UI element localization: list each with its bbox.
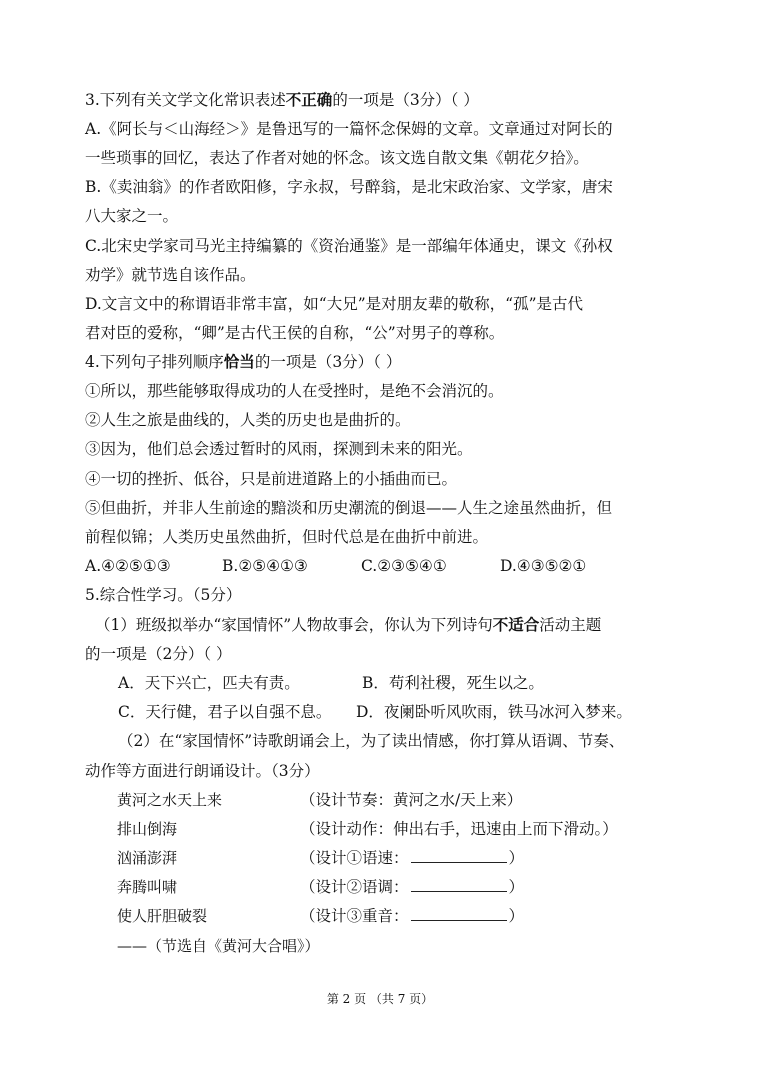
q3-option-d-line2: 君对臣的爱称，“卿”是古代王侯的自称，“公”对男子的尊称。 <box>85 324 505 342</box>
answer-blank[interactable] <box>411 848 507 863</box>
q5-part2-line2: 动作等方面进行朗诵设计。（3分） <box>85 762 320 780</box>
q4-sentence-3: ③因为，他们总会透过暂时的风雨，探测到未来的阳光。 <box>85 440 473 458</box>
page-footer: 第 2 页 （共 7 页） <box>326 992 434 1006</box>
q4-sentence-5-line1: ⑤但曲折，并非人生前途的黯淡和历史潮流的倒退——人生之途虽然曲折，但 <box>85 499 613 517</box>
q3-stem-emphasis: 不正确 <box>285 90 333 109</box>
q4-stem-tail: 的一项是（3分）（ ） <box>254 353 402 371</box>
q5-part2-line1: （2）在“家国情怀”诗歌朗诵会上，为了读出情感，你打算从语调、节奏、 <box>118 732 625 750</box>
q3-option-c-line2: 劝学》就节选自该作品。 <box>85 266 256 284</box>
q3-option-c-line1: C.北宋史学家司马光主持编纂的《资治通鉴》是一部编年体通史，课文《孙权 <box>85 237 613 255</box>
poem-design-label: （设计②语调： <box>300 878 409 896</box>
poem-line: 汹涌澎湃 <box>117 849 178 867</box>
poem-line: 黄河之水天上来 <box>117 791 223 809</box>
q4-option-c: C.②③⑤④① <box>361 557 447 575</box>
q4-sentence-2: ②人生之旅是曲线的，人类的历史也是曲折的。 <box>85 411 411 429</box>
q4-sentence-1: ①所以，那些能够取得成功的人在受挫时，是绝不会消沉的。 <box>85 382 504 400</box>
q4-sentence-5-line2: 前程似锦；人类历史虽然曲折，但时代总是在曲折中前进。 <box>85 528 489 546</box>
q4-option-d: D.④③⑤②① <box>500 557 587 575</box>
q3-option-b-line2: 八大家之一。 <box>85 207 179 225</box>
poem-line: 奔腾叫啸 <box>117 878 178 896</box>
q5-part1-tail: 活动主题 <box>539 616 602 634</box>
q5-part1-emphasis: 不适合 <box>492 615 540 634</box>
q4-stem-text: 4.下列句子排列顺序 <box>85 353 224 371</box>
q4-option-a: A.④②⑤①③ <box>85 557 171 575</box>
q5-option-d: D．夜阑卧听风吹雨，铁马冰河入梦来。 <box>356 703 632 721</box>
q5-title: 5.综合性学习。（5分） <box>85 586 242 604</box>
q4-stem-emphasis: 恰当 <box>223 352 255 371</box>
q3-option-b-line1: B.《卖油翁》的作者欧阳修，字永叔，号醉翁，是北宋政治家、文学家，唐宋 <box>85 178 613 196</box>
poem-design-note: （设计节奏：黄河之水/天上来） <box>300 791 523 809</box>
q4-option-b: B.②⑤④①③ <box>222 557 308 575</box>
answer-blank[interactable] <box>411 877 507 892</box>
poem-design-note: （设计动作：伸出右手，迅速由上而下滑动。） <box>300 820 618 838</box>
answer-blank[interactable] <box>411 906 507 921</box>
q3-option-a-line1: A.《阿长与＜山海经＞》是鲁迅写的一篇怀念保姆的文章。文章通过对阿长的 <box>85 120 613 138</box>
poem-design-blank-row <box>300 848 524 868</box>
q3-stem <box>85 90 479 110</box>
q3-stem-text: 3.下列有关文学文化常识表述 <box>85 91 286 109</box>
q5-option-c: C．天行健，君子以自强不息。 <box>118 703 332 721</box>
poem-design-close: ） <box>508 907 525 925</box>
poem-design-blank-row <box>300 877 524 897</box>
q5-part1-line2: 的一项是（2分）（ ） <box>85 645 232 663</box>
poem-design-close: ） <box>508 878 525 896</box>
poem-source: ——（节选自《黄河大合唱》） <box>117 937 320 955</box>
q5-part1-text: （1）班级拟举办“家国情怀”人物故事会，你认为下列诗句 <box>95 616 493 634</box>
q3-option-a-line2: 一些琐事的回忆，表达了作者对她的怀念。该文选自散文集《朝花夕拾》。 <box>85 149 589 167</box>
q5-option-a: A．天下兴亡，匹夫有责。 <box>118 674 300 692</box>
q5-part1-line1 <box>95 615 601 635</box>
q4-sentence-4: ④一切的挫折、低谷，只是前进道路上的小插曲而已。 <box>85 470 458 488</box>
poem-design-label: （设计③重音： <box>300 907 409 925</box>
poem-line: 排山倒海 <box>117 820 178 838</box>
q3-stem-tail: 的一项是（3分）（ ） <box>332 91 479 109</box>
q3-option-d-line1: D.文言文中的称谓语非常丰富，如“大兄”是对朋友辈的敬称，“孤”是古代 <box>85 295 584 313</box>
poem-design-blank-row <box>300 906 524 926</box>
poem-design-close: ） <box>508 849 525 867</box>
poem-line: 使人肝胆破裂 <box>117 907 208 925</box>
q4-stem <box>85 352 401 372</box>
poem-design-label: （设计①语速： <box>300 849 409 867</box>
q5-option-b: B．苟利社稷，死生以之。 <box>362 674 544 692</box>
